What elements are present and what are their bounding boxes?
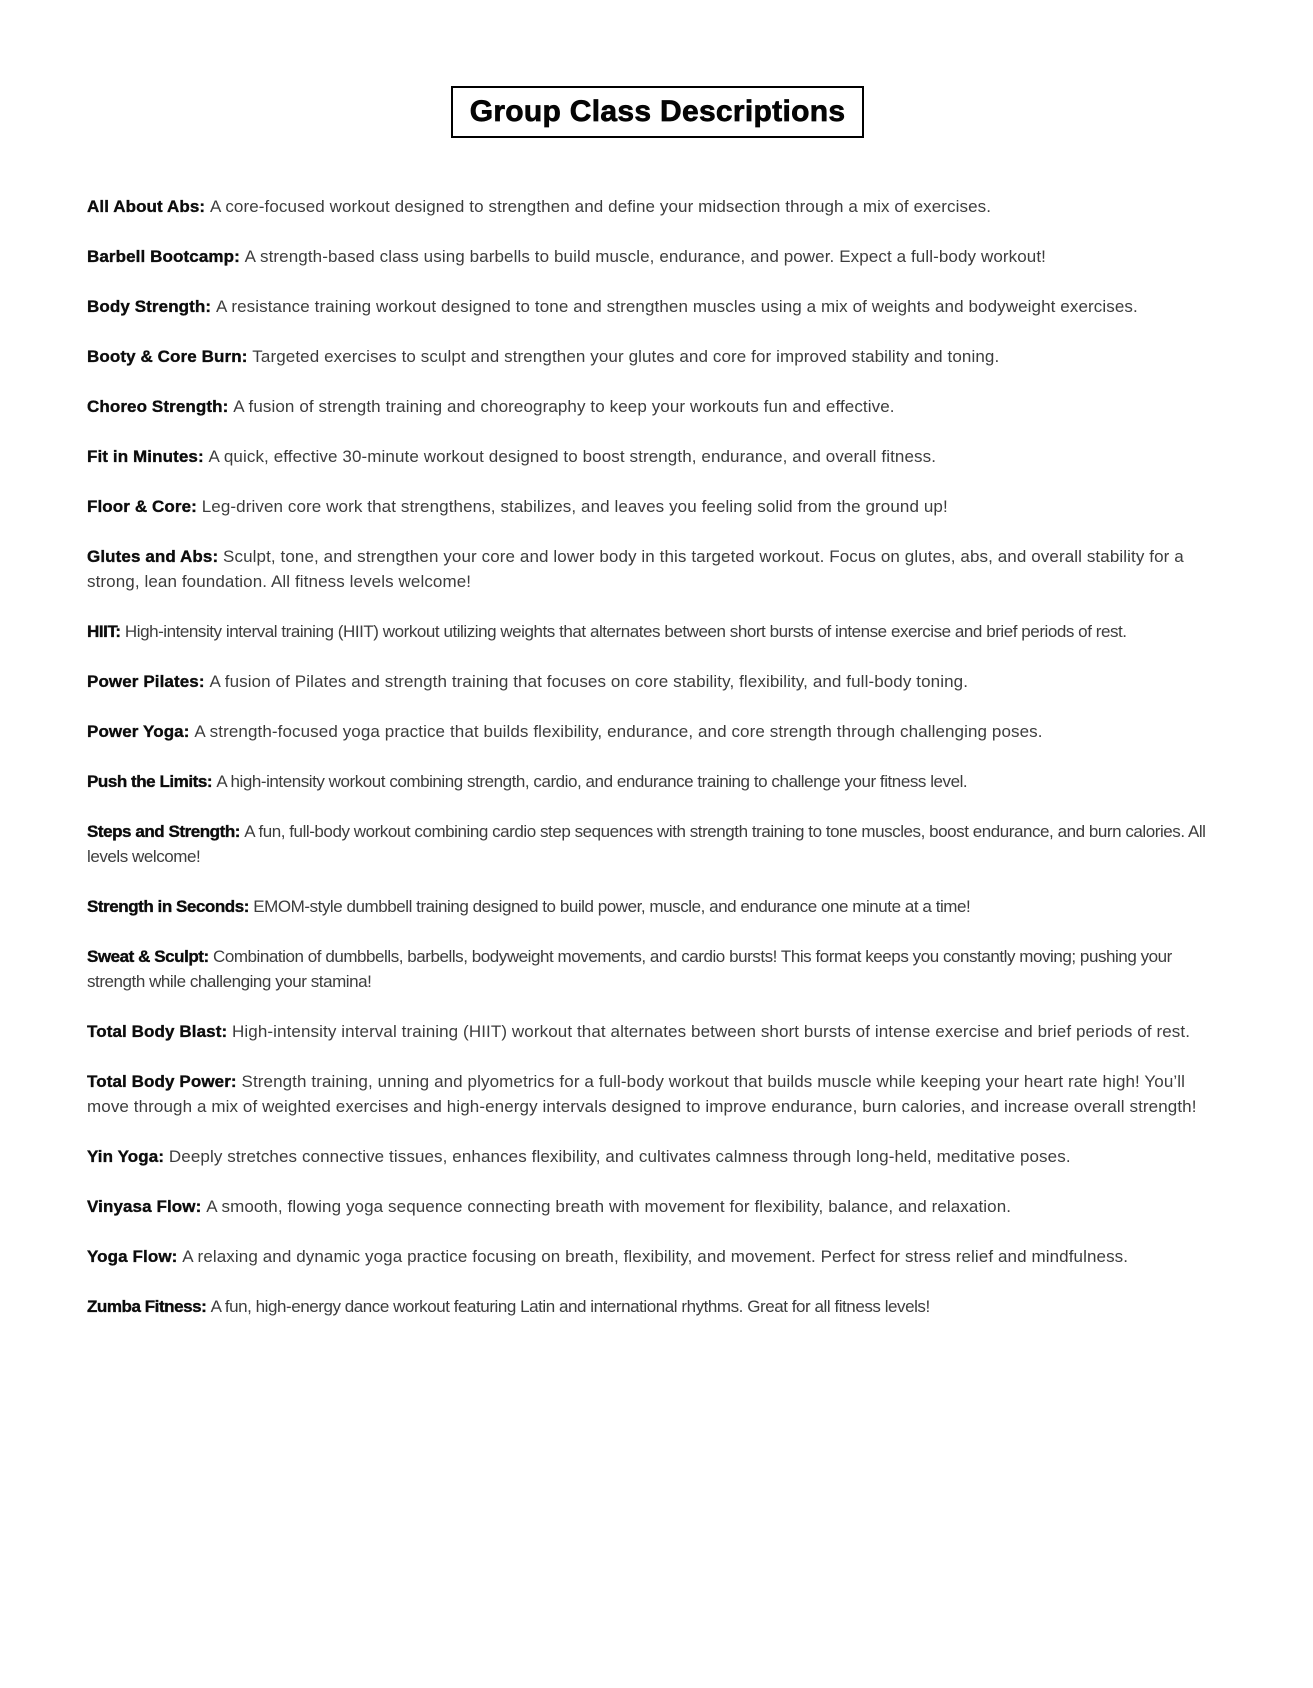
class-description-text: A fusion of Pilates and strength training that focuses on core stability, flexibility, and full-body toning. — [209, 672, 969, 691]
class-description-item — [87, 494, 1219, 519]
class-name: Yin Yoga: — [87, 1147, 169, 1166]
class-description-text: Strength training, unning and plyometrics for a full-body workout that builds muscle while keeping your heart rate high! You’ll move through a mix of weighted exercises and high-energy intervals designed to improve endurance, burn calories, and increase overall strength! — [87, 1072, 1197, 1116]
class-name: Body Strength: — [87, 297, 216, 316]
class-description-item — [87, 344, 1219, 369]
class-description-text: A quick, effective 30-minute workout designed to boost strength, endurance, and overall fitness. — [208, 447, 937, 466]
class-description-item — [87, 394, 1219, 419]
class-description-text: A resistance training workout designed to tone and strengthen muscles using a mix of weights and bodyweight exercises. — [216, 297, 1138, 316]
class-description-text: A strength-based class using barbells to build muscle, endurance, and power. Expect a full-body workout! — [244, 247, 1047, 266]
class-name: All About Abs: — [87, 197, 210, 216]
class-description-text: A fun, full-body workout combining cardio step sequences with strength training to tone muscles, boost endurance, and burn calories. All levels welcome! — [87, 822, 1206, 866]
class-name: Glutes and Abs: — [87, 547, 224, 566]
class-description-item — [87, 1294, 1219, 1319]
class-name: Zumba Fitness: — [87, 1297, 211, 1316]
class-description-item — [87, 1069, 1219, 1119]
class-description-item — [87, 1194, 1219, 1219]
class-description-item — [87, 944, 1219, 994]
class-name: Power Pilates: — [87, 672, 210, 691]
class-list — [87, 194, 1219, 1344]
class-description-text: Deeply stretches connective tissues, enhances flexibility, and cultivates calmness through long-held, meditative poses. — [168, 1147, 1071, 1166]
page-title: Group Class Descriptions — [469, 95, 846, 128]
class-name: Yoga Flow: — [87, 1247, 183, 1266]
class-name: Steps and Strength: — [87, 822, 245, 841]
class-name: Floor & Core: — [87, 497, 202, 516]
class-description-item — [87, 769, 1219, 794]
class-description-text: Leg-driven core work that strengthens, stabilizes, and leaves you feeling solid from the ground up! — [201, 497, 948, 516]
class-description-text: High-intensity interval training (HIIT) workout utilizing weights that alternates between short bursts of intense exercise and brief periods of rest. — [124, 622, 1127, 641]
class-description-item — [87, 294, 1219, 319]
class-name: Sweat & Sculpt: — [87, 947, 213, 966]
class-name: Vinyasa Flow: — [87, 1197, 207, 1216]
class-description-item — [87, 1144, 1219, 1169]
class-name: Booty & Core Burn: — [87, 347, 253, 366]
class-name: HIIT: — [87, 622, 125, 641]
class-name: Total Body Power: — [87, 1072, 242, 1091]
class-description-item — [87, 1244, 1219, 1269]
class-name: Barbell Bootcamp: — [87, 247, 245, 266]
class-description-item — [87, 819, 1219, 869]
class-description-item — [87, 194, 1219, 219]
class-description-text: A fun, high-energy dance workout featuring Latin and international rhythms. Great for all fitness levels! — [210, 1297, 930, 1316]
class-name: Push the Limits: — [87, 772, 217, 791]
class-name: Fit in Minutes: — [87, 447, 209, 466]
class-name: Choreo Strength: — [87, 397, 234, 416]
class-description-text: Sculpt, tone, and strengthen your core and lower body in this targeted workout. Focus on glutes, abs, and overall stability for a strong, lean foundation. All fitness levels welcome! — [87, 547, 1184, 591]
class-description-text: A high-intensity workout combining strength, cardio, and endurance training to challenge your fitness level. — [216, 772, 968, 791]
class-description-item — [87, 544, 1219, 594]
class-description-text: High-intensity interval training (HIIT) workout that alternates between short bursts of intense exercise and brief periods of rest. — [232, 1022, 1191, 1041]
class-description-text: A smooth, flowing yoga sequence connecting breath with movement for flexibility, balance, and relaxation. — [206, 1197, 1012, 1216]
class-name: Strength in Seconds: — [87, 897, 254, 916]
class-description-text: A core-focused workout designed to strengthen and define your midsection through a mix of exercises. — [210, 197, 992, 216]
class-description-text: A strength-focused yoga practice that builds flexibility, endurance, and core strength through challenging poses. — [194, 722, 1043, 741]
class-description-item — [87, 669, 1219, 694]
class-description-item — [87, 444, 1219, 469]
class-description-item — [87, 719, 1219, 744]
class-description-item — [87, 619, 1219, 644]
class-description-text: EMOM-style dumbbell training designed to build power, muscle, and endurance one minute at a time! — [253, 897, 971, 916]
class-name: Power Yoga: — [87, 722, 195, 741]
class-description-text: A relaxing and dynamic yoga practice focusing on breath, flexibility, and movement. Perfect for stress relief and mindfulness. — [182, 1247, 1129, 1266]
class-description-text: A fusion of strength training and choreography to keep your workouts fun and effective. — [233, 397, 895, 416]
class-description-text: Targeted exercises to sculpt and strengthen your glutes and core for improved stability and toning. — [252, 347, 1000, 366]
class-name: Total Body Blast: — [87, 1022, 233, 1041]
class-description-item — [87, 894, 1219, 919]
class-description-text: Combination of dumbbells, barbells, bodyweight movements, and cardio bursts! This format keeps you constantly moving; pushing your strength while challenging your stamina! — [87, 947, 1172, 991]
title-box — [451, 86, 864, 138]
class-description-item — [87, 244, 1219, 269]
class-description-item — [87, 1019, 1219, 1044]
